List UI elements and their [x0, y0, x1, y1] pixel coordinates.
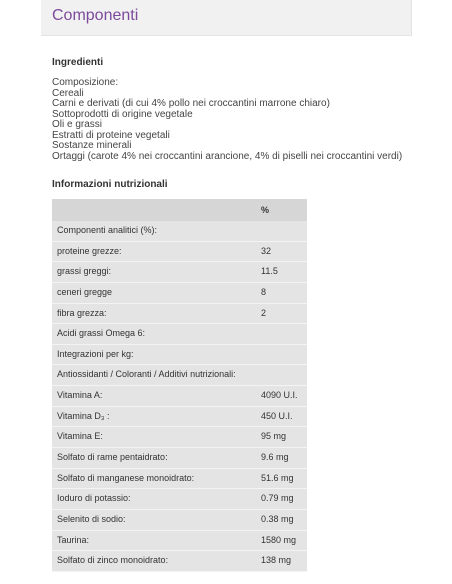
row-value: 51.6 mg [261, 472, 294, 483]
ingredient-line: Estratti di proteine vegetali [52, 129, 170, 141]
table-row [52, 262, 307, 283]
row-label: Antiossidanti / Coloranti / Additivi nutrizionali: [57, 369, 236, 380]
row-value: 32 [261, 245, 272, 256]
table-row [52, 531, 307, 552]
table-row [52, 304, 307, 325]
row-value: 95 mg [261, 431, 287, 442]
table-row [52, 551, 307, 572]
ingredient-line: Composizione: [52, 77, 119, 88]
percent-column-header: % [261, 205, 270, 215]
row-value: 0.79 mg [261, 493, 294, 504]
ingredient-line: Sostanze minerali [52, 140, 132, 151]
section-header [41, 0, 412, 36]
ingredient-line: Carni e derivati (di cui 4% pollo nei croccantini marrone chiaro) [52, 98, 330, 109]
row-label: fibra grezza: [57, 307, 107, 318]
row-label: grassi greggi: [57, 266, 112, 277]
table-row [52, 324, 307, 345]
page-title: Componenti [52, 7, 139, 24]
table-row [52, 427, 307, 448]
row-label: Vitamina E: [57, 431, 103, 442]
table-row [52, 407, 307, 428]
table-row [52, 345, 307, 366]
ingredient-line: Oli e grassi [52, 119, 103, 130]
nutrition-table [52, 199, 307, 572]
table-row [52, 283, 307, 304]
row-label: proteine grezze: [57, 245, 122, 256]
row-value: 4090 U.I. [261, 390, 298, 401]
ingredient-line: Cereali [52, 87, 84, 99]
nutrition-heading: Informazioni nutrizionali [52, 179, 168, 190]
row-label: ceneri gregge [57, 286, 113, 297]
row-label: Componenti analitici (%): [57, 225, 158, 235]
table-header [52, 199, 307, 221]
ingredients-heading: Ingredienti [52, 57, 104, 68]
table-row [52, 221, 307, 242]
table-body [52, 221, 307, 572]
row-label: Taurina: [57, 534, 90, 545]
row-value: 9.6 mg [261, 452, 289, 463]
row-value: 11.5 [261, 266, 278, 277]
table-row [52, 510, 307, 531]
ingredient-line: Sottoprodotti di origine vegetale [52, 108, 193, 120]
row-label: Integrazioni per kg: [57, 348, 134, 359]
table-row [52, 242, 307, 263]
ingredients-list [52, 78, 402, 162]
table-row [52, 448, 307, 469]
row-label: Vitamina D₃ : [57, 410, 110, 421]
row-label: Ioduro di potassio: [57, 493, 131, 504]
row-label: Acidi grassi Omega 6: [57, 328, 146, 339]
row-value: 450 U.I. [261, 410, 293, 421]
row-value: 138 mg [261, 555, 292, 566]
table-row [52, 469, 307, 490]
table-row [52, 489, 307, 510]
row-label: Solfato di zinco monoidrato: [57, 555, 169, 566]
table-row [52, 365, 307, 386]
row-value: 1580 mg [261, 534, 297, 545]
row-label: Selenito di sodio: [57, 513, 126, 524]
row-label: Solfato di rame pentaidrato: [57, 452, 168, 463]
row-value: 8 [261, 286, 267, 297]
ingredient-line: Ortaggi (carote 4% nei croccantini arancione, 4% di piselli nei croccantini verdi) [52, 150, 403, 162]
row-value: 0.38 mg [261, 513, 294, 524]
row-label: Solfato di manganese monoidrato: [57, 472, 195, 483]
row-value: 2 [261, 307, 267, 318]
table-row [52, 386, 307, 407]
row-label: Vitamina A: [57, 390, 103, 401]
